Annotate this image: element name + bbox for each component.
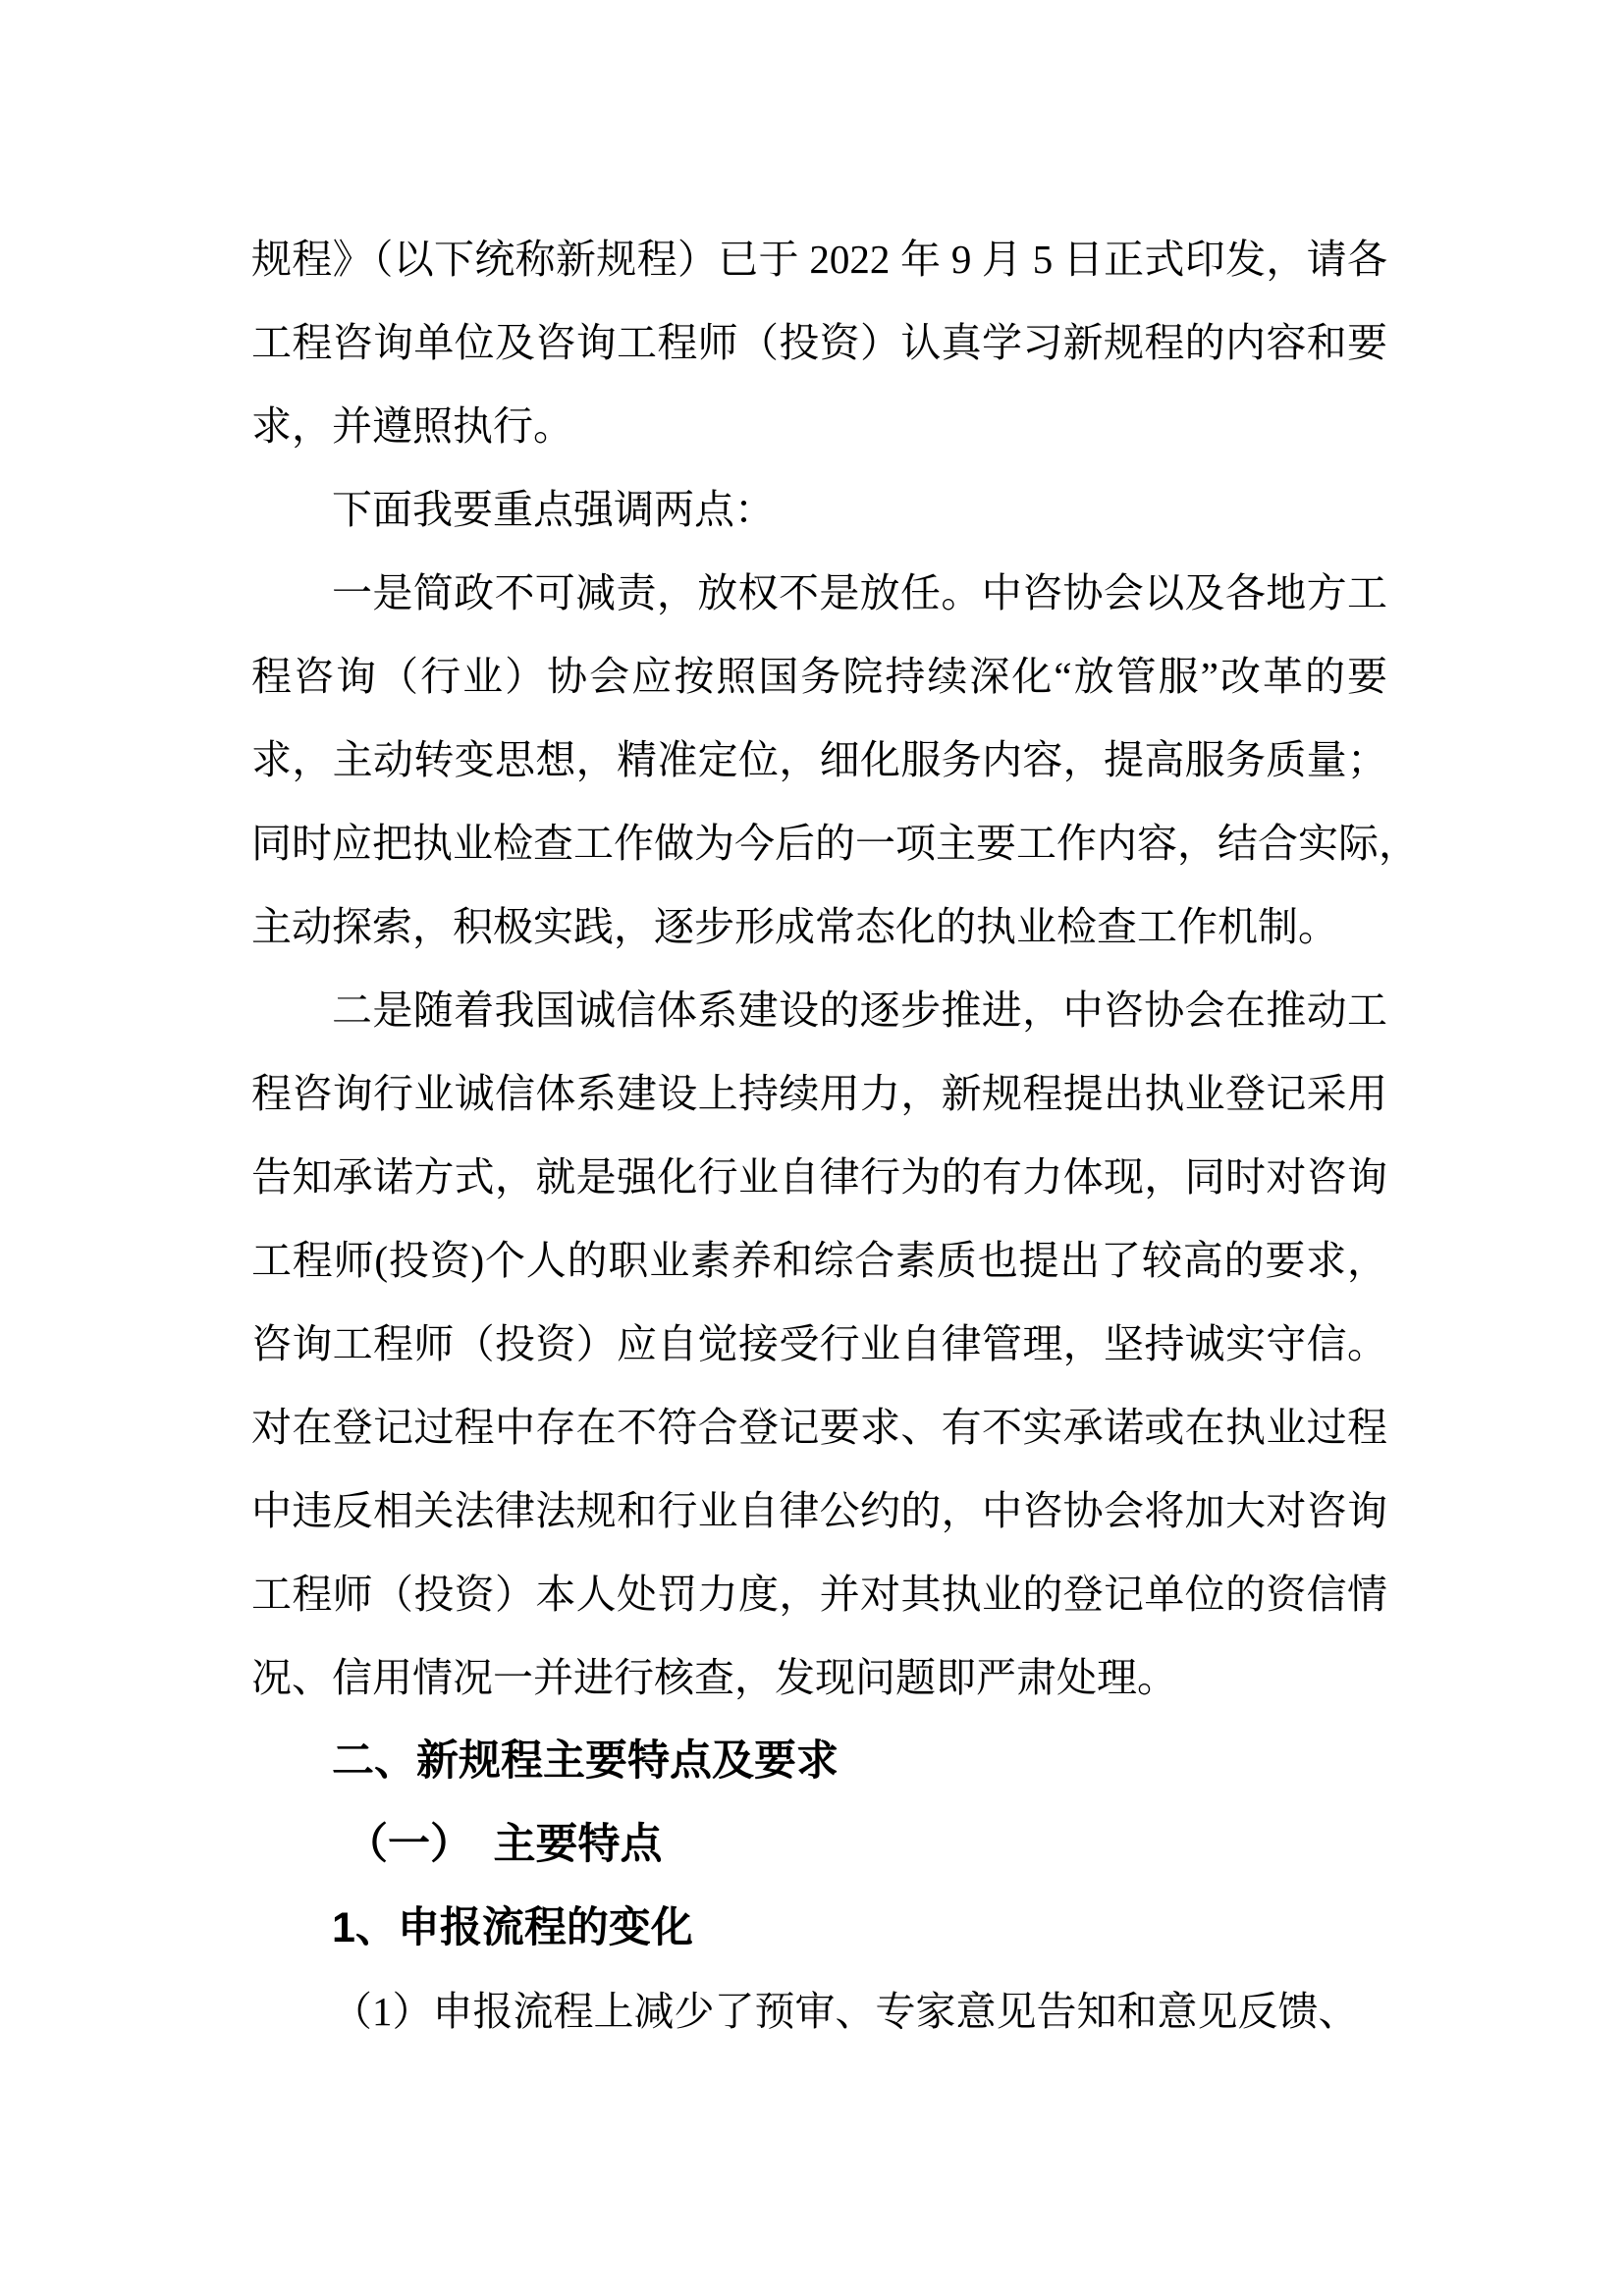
body-text-line: 主动探索，积极实践，逐步形成常态化的执业检查工作机制。 <box>251 904 1338 949</box>
body-text-line: 中违反相关法律法规和行业自律公约的，中咨协会将加大对咨询 <box>251 1488 1387 1533</box>
body-text-line: 告知承诺方式，就是强化行业自律行为的有力体现，同时对咨询 <box>251 1154 1387 1200</box>
body-text-line: 对在登记过程中存在不符合登记要求、有不实承诺或在执业过程 <box>251 1405 1387 1450</box>
body-text-line: 工程师(投资)个人的职业素养和综合素质也提出了较高的要求， <box>251 1238 1387 1283</box>
body-text-line: 二是随着我国诚信体系建设的逐步推进，中咨协会在推动工 <box>332 988 1387 1033</box>
body-text-line: 程咨询（行业）协会应按照国务院持续深化“放管服”改革的要 <box>251 654 1387 699</box>
body-text-line: 程咨询行业诚信体系建设上持续用力，新规程提出执业登记采用 <box>251 1071 1387 1116</box>
body-text-line: 求，主动转变思想，精准定位，细化服务内容，提高服务质量； <box>251 737 1387 782</box>
body-text-line: 规程》（以下统称新规程）已于 2022 年 9 月 5 日正式印发，请各 <box>251 237 1387 282</box>
body-text-line: （1）申报流程上减少了预审、专家意见告知和意见反馈、 <box>332 1989 1359 2034</box>
document-body-text <box>251 218 1419 2054</box>
body-text-line: 工程师（投资）本人处罚力度，并对其执业的登记单位的资信情 <box>251 1572 1387 1617</box>
body-text-line: 咨询工程师（投资）应自觉接受行业自律管理，坚持诚实守信。 <box>251 1321 1387 1366</box>
body-text-line: 下面我要重点强调两点： <box>332 487 775 532</box>
body-text-line: 工程咨询单位及咨询工程师（投资）认真学习新规程的内容和要 <box>251 320 1387 365</box>
section-heading: 二、新规程主要特点及要求 <box>332 1737 839 1785</box>
body-text-line: 一是简政不可减责，放权不是放任。中咨协会以及各地方工 <box>332 570 1387 615</box>
body-text-line: 同时应把执业检查工作做为今后的一项主要工作内容，结合实际， <box>251 821 1419 866</box>
body-text-line: 况、信用情况一并进行核查，发现问题即严肃处理。 <box>251 1655 1177 1700</box>
subsection-heading: （一） 主要特点 <box>346 1821 663 1868</box>
body-text-line: 求，并遵照执行。 <box>251 403 573 449</box>
numbered-heading: 1、申报流程的变化 <box>332 1904 693 1951</box>
